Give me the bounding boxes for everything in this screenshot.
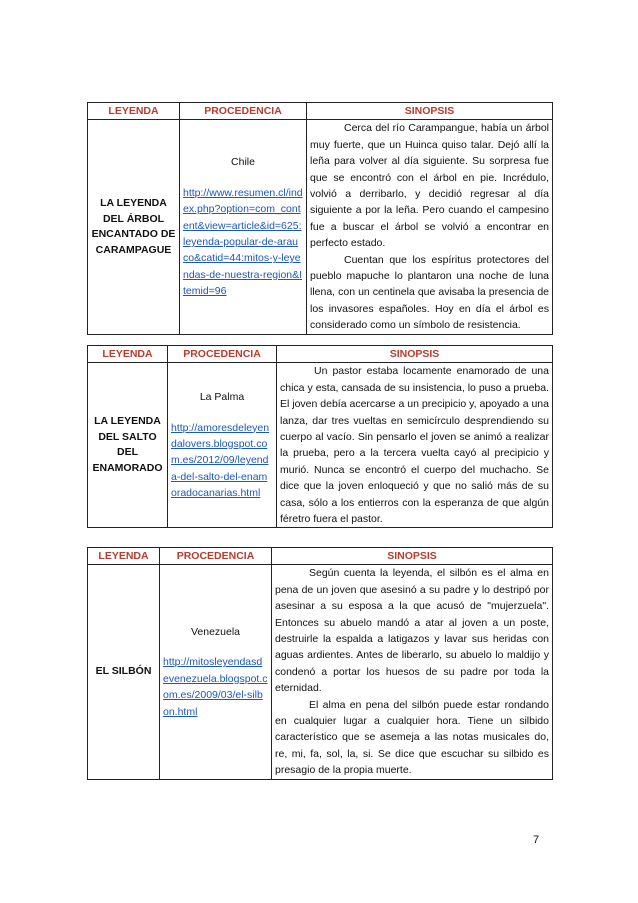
legend-synopsis	[272, 565, 553, 779]
legend-origin	[160, 565, 272, 779]
legend-origin	[168, 363, 277, 528]
table-row	[88, 565, 553, 779]
legend-synopsis	[277, 363, 553, 528]
legend-name: LA LEYENDA DEL SALTO DEL ENAMORADO	[88, 363, 168, 528]
legend-name: EL SILBÓN	[88, 565, 160, 779]
header-procedencia: PROCEDENCIA	[180, 103, 307, 120]
legend-country: La Palma	[199, 391, 245, 404]
table-row	[88, 363, 553, 528]
header-leyenda: LEYENDA	[88, 103, 180, 120]
synopsis-paragraph: El alma en pena del silbón puede estar rondando en cualquier lugar a cualquier hora. Tiene un silbido característico que se asemeja a las notas musicales do, re, mi, fa, sol, la, si. Se dice que escuchar su silbido es presagio de la propia muerte.	[275, 698, 549, 777]
synopsis-paragraph: Un pastor estaba locamente enamorado de una chica y esta, cansada de su insistencia, lo puso a prueba. El joven debía acercarse a un precipicio y, apoyado a una lanza, dar tres vueltas en semicírculo desprendiendo su cuerpo al vacío. Sin pensarlo el joven se animó a realizar la prueba, pero a la tercera vuelta cayó al precipicio y murió. Nunca se encontró el cuerpo del muchacho. Se dice que la joven enloqueció y que no salió más de su casa, sólo a los entierros con la esperanza de que algún féretro fuera el pastor.	[280, 365, 549, 526]
legend-name: LA LEYENDA DEL ÁRBOL ENCANTADO DE CARAMPAGUE	[88, 120, 180, 334]
synopsis-paragraph: Cerca del río Carampangue, había un árbol muy fuerte, que un Huinca quiso talar. Dejó allí la leña para volver al día siguiente. Su sorpresa fue que se encontró con el árbol en pie. Incrédulo, volvió a derribarlo, y decidió regresar al día siguiente a por la leña. Pero cuando el campesino fue a buscar el árbol se volvió a encontrar en perfecto estado.	[310, 122, 549, 250]
table-header-row	[88, 346, 553, 363]
header-sinopsis: SINOPSIS	[307, 103, 553, 120]
legend-source-link[interactable]: http://amoresdeleyendalovers.blogspot.com.es/2012/09/leyenda-del-salto-del-enamoradocanarias.html	[171, 421, 270, 500]
synopsis-paragraph: Cuentan que los espíritus protectores del pueblo mapuche lo plantaron una noche de luna llena, con un centinela que avisaba la presencia de los invasores españoles. Hoy en día el árbol es considerado como un símbolo de resistencia.	[310, 253, 549, 332]
legend-country: Venezuela	[190, 626, 241, 639]
legend-country: Chile	[231, 156, 255, 169]
legend-table-2	[87, 345, 553, 528]
legend-table-3	[87, 547, 553, 780]
header-leyenda: LEYENDA	[88, 548, 160, 565]
legend-origin	[180, 120, 307, 334]
table-header-row	[88, 548, 553, 565]
legend-table-1	[87, 102, 553, 335]
header-sinopsis: SINOPSIS	[272, 548, 553, 565]
table-header-row	[88, 103, 553, 120]
legend-source-link[interactable]: http://mitosleyendasdevenezuela.blogspot.com.es/2009/03/el-silbon.html	[163, 656, 268, 718]
header-procedencia: PROCEDENCIA	[160, 548, 272, 565]
table-row	[88, 120, 553, 334]
legend-source-link[interactable]: http://www.resumen.cl/index.php?option=com_content&view=article&id=625:leyenda-popular-de-arauco&catid=44:mitos-y-leyendas-de-nuestra-region&Itemid=96	[183, 186, 303, 298]
page-number: 7	[533, 834, 540, 846]
header-sinopsis: SINOPSIS	[277, 346, 553, 363]
header-procedencia: PROCEDENCIA	[168, 346, 277, 363]
synopsis-paragraph: Según cuenta la leyenda, el silbón es el alma en pena de un joven que asesinó a su padre y lo destripó por asesinar a su esposa a la que acusó de "mujerzuela". Entonces su abuelo mandó a atar al joven a un poste, destruirle la espalda a latigazos y lavar sus heridas con aguas ardientes. Antes de liberarlo, su abuelo lo maldijo y condenó a portar los huesos de su padre por toda la eternidad.	[275, 567, 549, 695]
legend-synopsis	[307, 120, 553, 334]
header-leyenda: LEYENDA	[88, 346, 168, 363]
